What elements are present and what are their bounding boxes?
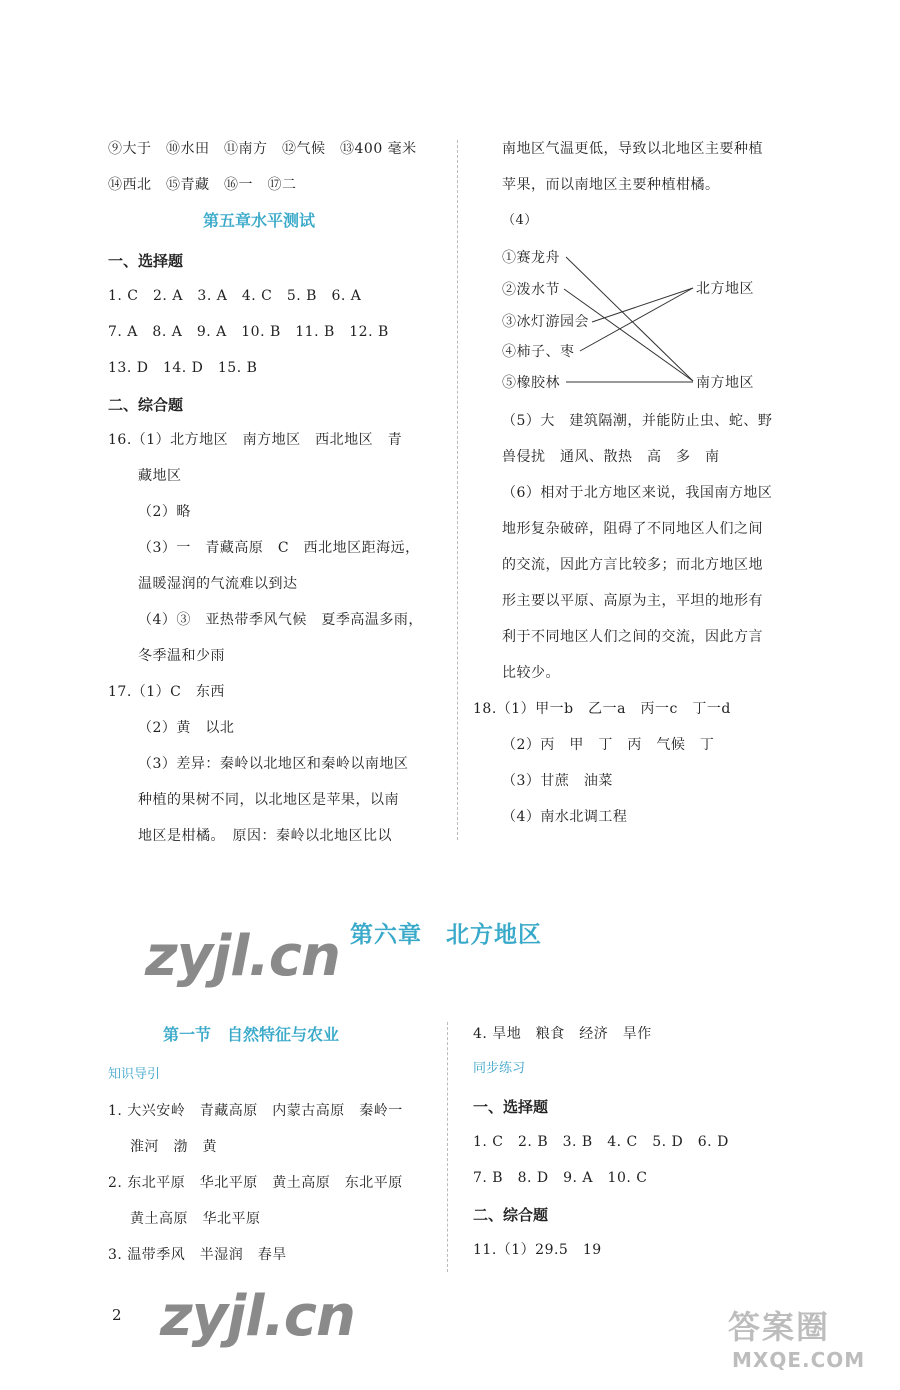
answer-line: 13. D 14. D 15. B (108, 360, 258, 376)
answer-line: 藏地区 (138, 468, 182, 484)
section-heading: 二、综合题 (473, 1206, 549, 1224)
answer-line: 3. 温带季风 半湿润 春旱 (108, 1247, 287, 1263)
answer-line: （4）南水北调工程 (502, 809, 628, 825)
answer-line: 地区是柑橘。 原因：秦岭以北地区比以 (138, 828, 392, 844)
answer-line: （3）一 青藏高原 C 西北地区距海远， (138, 540, 420, 556)
answer-line: 1. C 2. A 3. A 4. C 5. B 6. A (108, 288, 362, 304)
section-tag: 同步练习 (473, 1061, 526, 1076)
match-left-item: ②泼水节 (502, 282, 560, 298)
answer-line: 1. 大兴安岭 青藏高原 内蒙古高原 秦岭一 (108, 1103, 403, 1119)
answer-line: （2）略 (138, 504, 191, 520)
answer-line: 11.（1）29.5 19 (473, 1242, 602, 1258)
answer-line: （2）黄 以北 (138, 720, 235, 736)
answer-line: （3）甘蔗 油菜 (502, 773, 613, 789)
match-line (592, 288, 693, 322)
matching-lines (0, 0, 900, 420)
answer-line: 的交流，因此方言比较多；而北方地区地 (502, 557, 763, 573)
answer-line: 黄土高原 华北平原 (130, 1211, 261, 1227)
section-heading: 一、选择题 (108, 252, 184, 270)
answer-line: 冬季温和少雨 (138, 648, 225, 664)
answer-line: 利于不同地区人们之间的交流，因此方言 (502, 629, 763, 645)
section-tag: 知识导引 (108, 1067, 161, 1082)
answer-line: 形主要以平原、高原为主，平坦的地形有 (502, 593, 763, 609)
section-heading: 二、综合题 (108, 396, 184, 414)
corner-logo: 答案圈 (728, 1308, 831, 1346)
answer-line: 4. 旱地 粮食 经济 旱作 (473, 1026, 652, 1042)
answer-line: 温暖湿润的气流难以到达 (138, 576, 298, 592)
chapter5-title: 第五章水平测试 (203, 211, 316, 230)
answer-line: 地形复杂破碎，阻碍了不同地区人们之间 (502, 521, 763, 537)
answer-line: （3）差异：秦岭以北地区和秦岭以南地区 (138, 756, 409, 772)
answer-line: ⑭西北 ⑮青藏 ⑯一 ⑰二 (108, 177, 297, 193)
answer-line: 苹果，而以南地区主要种植柑橘。 (502, 177, 720, 193)
answer-line: （2）丙 甲 丁 丙 气候 丁 (502, 737, 715, 753)
chapter6-title: 第六章 北方地区 (350, 922, 542, 948)
watermark: zyjl.cn (145, 924, 340, 989)
match-left-item: ③冰灯游园会 (502, 314, 589, 330)
match-right-item: 北方地区 (696, 281, 754, 297)
answer-line: 兽侵扰 通风、散热 高 多 南 (502, 449, 720, 465)
match-line (580, 288, 693, 351)
watermark: zyjl.cn (160, 1284, 355, 1349)
answer-line: 17.（1）C 东西 (108, 684, 225, 700)
match-line (564, 289, 693, 381)
answer-line: 7. A 8. A 9. A 10. B 11. B 12. B (108, 324, 389, 340)
answer-line: 16.（1）北方地区 南方地区 西北地区 青 (108, 432, 403, 448)
match-left-item: ①赛龙舟 (502, 250, 560, 266)
match-left-item: ⑤橡胶林 (502, 375, 560, 391)
answer-line: （4） (502, 213, 538, 228)
answer-line: （6）相对于北方地区来说，我国南方地区 (502, 485, 773, 501)
answer-line: 18.（1）甲一b 乙一a 丙一c 丁一d (473, 701, 731, 717)
answer-line: （4）③ 亚热带季风气候 夏季高温多雨， (138, 612, 423, 628)
page-number: 2 (112, 1306, 122, 1324)
answer-line: 南地区气温更低，导致以北地区主要种植 (502, 141, 763, 157)
answer-line: 1. C 2. B 3. B 4. C 5. D 6. D (473, 1134, 729, 1150)
corner-logo-url: MXQE.COM (732, 1348, 866, 1372)
match-left-item: ④柿子、枣 (502, 344, 575, 360)
section-heading: 一、选择题 (473, 1098, 549, 1116)
column-divider (447, 1022, 448, 1272)
match-right-item: 南方地区 (696, 375, 754, 391)
answer-line: 7. B 8. D 9. A 10. C (473, 1170, 648, 1186)
answer-line: （5）大 建筑隔潮，并能防止虫、蛇、野 (502, 413, 773, 429)
answer-line: 淮河 渤 黄 (130, 1139, 217, 1155)
answer-line: 种植的果树不同，以北地区是苹果，以南 (138, 792, 399, 808)
section-title: 第一节 自然特征与农业 (163, 1025, 340, 1044)
match-line (566, 257, 693, 381)
answer-line: ⑨大于 ⑩水田 ⑪南方 ⑫气候 ⑬400 毫米 (108, 141, 417, 157)
answer-line: 比较少。 (502, 665, 560, 681)
answer-line: 2. 东北平原 华北平原 黄土高原 东北平原 (108, 1175, 403, 1191)
